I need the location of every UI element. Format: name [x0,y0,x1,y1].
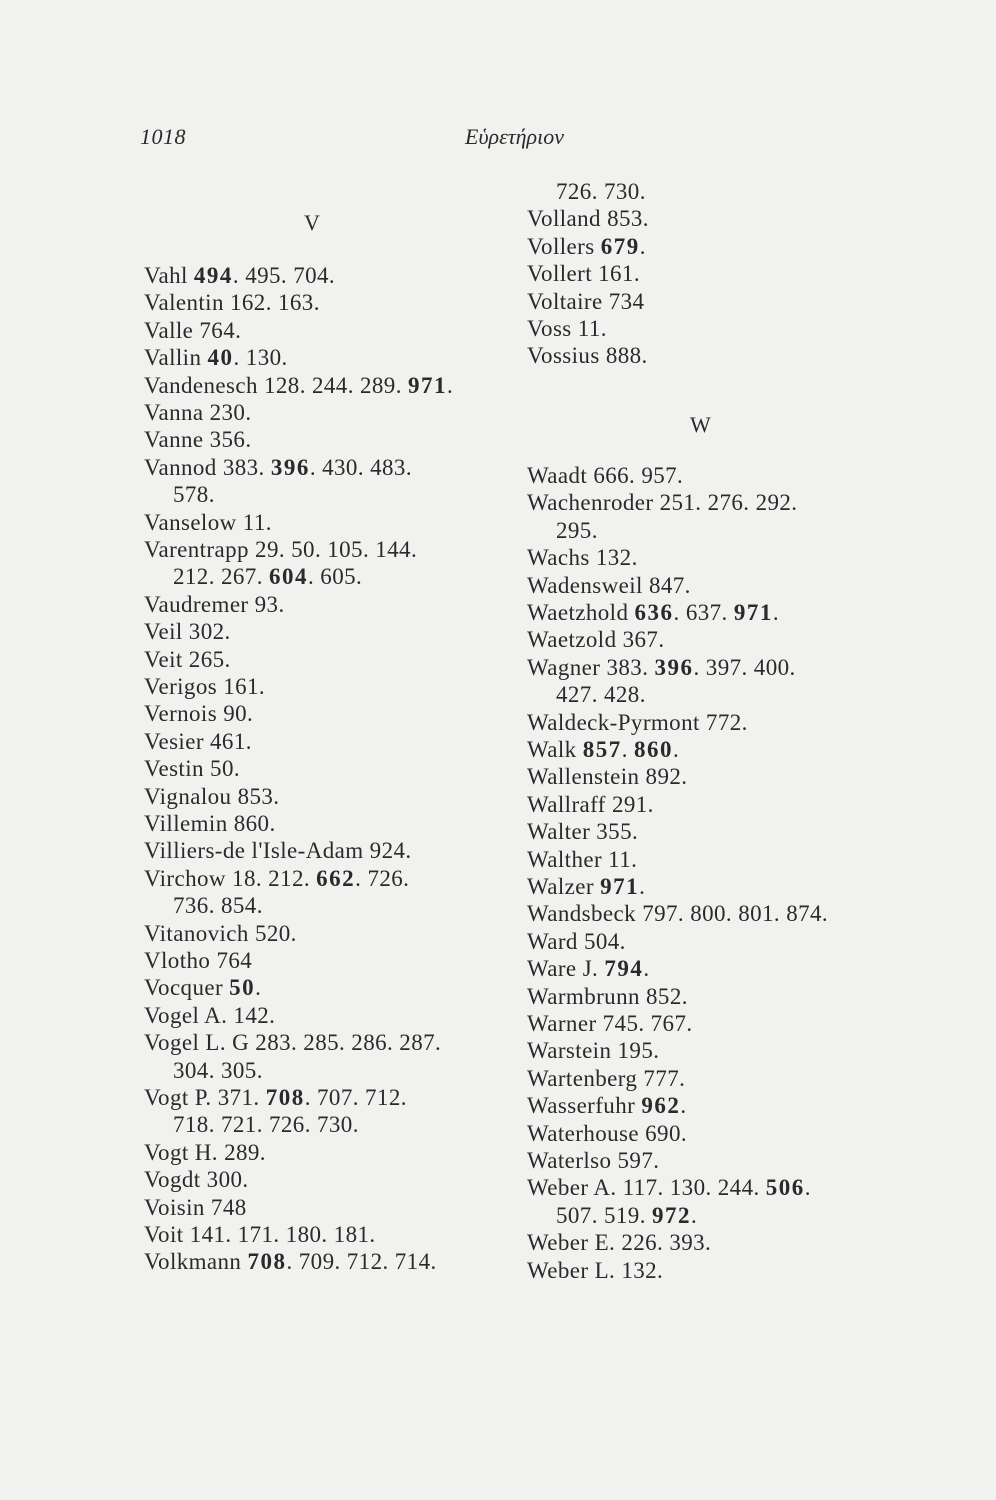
bold-page-ref: 708 [247,1249,287,1275]
entry-text: Weber L. 132. [527,1257,664,1283]
entry-text: 507. 519. [556,1202,652,1228]
index-entry-line [144,837,412,865]
index-entry-line [527,709,748,737]
bold-page-ref: 971 [733,600,773,625]
index-entry-line [144,591,285,619]
index-entry-line [144,920,297,948]
entry-text: Ware J. [527,956,605,982]
entry-text: Verigos 161. [144,674,266,699]
entry-text: Vogt H. 289. [144,1139,266,1165]
entry-text: Vogt P. 371. [144,1085,266,1110]
index-entry-line [527,489,797,517]
index-entry-line [144,700,253,728]
index-entry-line [527,1147,659,1175]
entry-text: Volland 853. [527,206,649,232]
entry-text: Wandsbeck 797. 800. 801. 874. [527,901,829,927]
entry-text: Wachs 132. [527,545,638,571]
entry-text: . 709. 712. 714. [286,1249,437,1275]
index-entry-line [144,289,320,317]
entry-text: . [255,975,262,1001]
index-entry-line [527,572,691,600]
entry-text: 304. 305. [173,1057,263,1083]
index-entry-line [527,983,688,1011]
entry-text: . 430. 483. [309,454,412,480]
entry-text: . [639,233,646,259]
entry-text: . [447,372,454,398]
entry-text: Valentin 162. 163. [144,290,320,316]
entry-text: Varentrapp 29. 50. 105. 144. [144,537,418,562]
bold-page-ref: 972 [652,1202,691,1228]
index-entry-line [144,262,335,290]
index-entry-line [527,1120,687,1148]
index-entry-line [173,563,362,591]
entry-text: . [643,956,650,982]
index-entry-line [144,1029,441,1057]
index-entry-line [556,517,598,545]
entry-text: . 726. [355,865,410,891]
bold-page-ref: 971 [408,372,447,398]
index-entry-line [144,1002,275,1030]
bold-page-ref: 794 [604,956,644,982]
entry-text: 427. 428. [556,682,646,708]
index-entry-line [527,1010,693,1038]
index-entry-line [144,426,251,454]
index-entry-line [527,736,679,764]
index-entry-line [527,1037,659,1065]
index-entry-line [527,1257,663,1285]
index-entry-line [144,1139,266,1167]
index-entry-line [527,288,644,316]
bold-page-ref: 971 [600,874,640,899]
entry-text: Walk [527,737,583,762]
index-entry-line [527,1229,711,1257]
entry-text: Wadensweil 847. [527,572,691,598]
entry-text: Waldeck-Pyrmont 772. [527,709,748,735]
entry-text: Vanne 356. [144,427,252,453]
index-entry-line [527,462,683,490]
entry-text: Waetzhold [527,600,635,625]
index-entry-line [144,947,252,975]
entry-text: . 637. [673,600,734,625]
entry-text: Villemin 860. [144,811,276,836]
entry-text: Wachenroder 251. 276. 292. [527,490,798,516]
index-entry-line [144,1194,247,1222]
index-entry-line [527,599,779,627]
entry-text: Wasserfuhr [527,1093,642,1119]
index-entry-line [527,928,626,956]
entry-text: Vernois 90. [144,701,254,727]
entry-text: Warstein 195. [527,1038,660,1064]
entry-text: Vanselow 11. [144,509,272,535]
entry-text: Vossius 888. [527,343,648,369]
entry-text: Waterlso 597. [527,1148,660,1173]
index-entry-line [527,1092,686,1120]
entry-text: Voss 11. [527,316,607,341]
index-entry-line [173,1111,359,1139]
entry-text: Volkmann [144,1249,248,1275]
index-entry-line [527,260,640,288]
entry-text: Wallraff 291. [527,791,654,817]
entry-text: . 495. 704. [232,263,336,288]
bold-page-ref: 662 [316,865,356,891]
entry-text: 212. 267. [173,564,269,590]
index-entry-line [144,646,231,674]
index-entry-line [173,481,215,509]
entry-text: . [772,600,779,625]
entry-text: Wallenstein 892. [527,764,688,790]
index-entry-line [556,681,646,709]
index-entry-line [144,344,288,372]
entry-text: Vocquer [144,975,230,1001]
index-entry-line [144,1221,376,1249]
entry-text: Vestin 50. [144,756,240,782]
index-entry-line [144,1084,407,1112]
entry-text: Vogel L. G 283. 285. 286. 287. [144,1030,442,1056]
index-entry-line [144,783,279,811]
entry-text: Vannod 383. [144,454,271,480]
index-entry-line [527,233,646,261]
bold-page-ref: 679 [600,233,640,259]
index-entry-line [144,755,240,783]
index-entry-line [144,1166,249,1194]
index-entry-line [527,1065,685,1093]
entry-text: Ward 504. [527,928,626,954]
entry-text: Warmbrunn 852. [527,983,688,1009]
entry-text: Vollert 161. [527,261,640,287]
bold-page-ref: 860 [634,737,674,762]
bold-page-ref: 396 [654,654,694,680]
index-entry-line [144,810,276,838]
index-entry-line [144,618,231,646]
entry-text: Waetzold 367. [527,627,665,653]
index-entry-line [527,544,638,572]
index-entry-line [527,791,654,819]
entry-text: Vollers [527,233,601,259]
index-entry-line [527,873,645,901]
bold-page-ref: 396 [270,454,310,480]
entry-text: 578. [173,482,215,508]
entry-text: Walter 355. [527,819,639,845]
index-entry-line [144,728,252,756]
bold-page-ref: 636 [634,600,674,625]
index-entry-line [527,205,649,233]
entry-text: . 707. 712. [304,1085,407,1110]
entry-text: Vogdt 300. [144,1167,249,1193]
index-entry-line [144,454,412,482]
index-entry-line [527,763,687,791]
entry-text: Veit 265. [144,646,231,672]
index-entry-line [556,1202,697,1230]
entry-text: Valle 764. [144,317,242,343]
index-entry-line [144,317,241,345]
entry-text: 726. 730. [556,179,646,204]
index-entry-line [527,900,828,928]
entry-text: . [680,1093,687,1119]
bold-page-ref: 962 [641,1093,681,1119]
section-heading-v: V [304,210,321,235]
index-entry-line [527,846,637,874]
entry-text: Vignalou 853. [144,783,280,809]
index-entry-line [527,626,664,654]
index-entry-line [144,509,272,537]
entry-text: Vandenesch 128. 244. 289. [144,372,408,398]
bold-page-ref: 50 [229,975,256,1001]
index-entry-line [144,372,453,400]
bold-page-ref: 604 [269,564,308,590]
entry-text: Vlotho 764 [144,948,253,973]
entry-text: Vesier 461. [144,728,252,754]
entry-text: Villiers-de l'Isle-Adam 924. [144,838,412,864]
entry-text: Walzer [527,874,601,899]
index-entry-line [527,818,638,846]
index-entry-line [144,673,265,701]
entry-text: . [804,1175,811,1201]
entry-text: Waadt 666. 957. [527,463,684,488]
index-entry-line [527,342,648,370]
entry-text: Waterhouse 690. [527,1120,687,1146]
entry-text: Veil 302. [144,619,231,645]
entry-text: Weber A. 117. 130. 244. [527,1175,766,1201]
page-number: 1018 [140,124,186,149]
index-entry-line [144,399,251,427]
index-entry-line [144,865,409,893]
entry-text: Virchow 18. 212. [144,865,317,891]
entry-text: Vaudremer 93. [144,591,285,617]
entry-text: . [639,874,646,899]
index-entry-line [527,654,796,682]
entry-text: 295. [556,517,598,543]
entry-text: 736. 854. [173,893,263,919]
entry-text: Walther 11. [527,846,638,872]
entry-text: . [621,737,635,762]
entry-text: Voit 141. 171. 180. 181. [144,1222,376,1247]
bold-page-ref: 494 [193,263,233,288]
entry-text: Vogel A. 142. [144,1002,276,1028]
entry-text: . 130. [233,345,288,371]
entry-text: . 605. [308,564,363,590]
index-entry-line [527,1174,811,1202]
entry-text: . 397. 400. [693,654,796,680]
index-entry-line [144,1248,437,1276]
bold-page-ref: 708 [265,1085,305,1110]
entry-text: Vitanovich 520. [144,920,297,946]
index-entry-line [527,315,607,343]
entry-text: Warner 745. 767. [527,1011,693,1036]
entry-text: Vanna 230. [144,400,252,425]
index-entry-line [144,974,261,1002]
bold-page-ref: 506 [765,1175,805,1201]
entry-text: . [691,1202,698,1228]
running-title: Εὑρετήριον [465,124,564,149]
index-entry-line [144,536,417,564]
entry-text: Wagner 383. [527,654,655,680]
index-entry-line [173,1057,263,1085]
entry-text: Vallin [144,345,208,371]
entry-text: Wartenberg 777. [527,1065,686,1091]
entry-text: Voltaire 734 [527,288,645,314]
entry-text: Voisin 748 [144,1194,247,1220]
bold-page-ref: 40 [207,345,234,371]
entry-text: Vahl [144,263,194,288]
index-entry-line [556,178,646,206]
entry-text: 718. 721. 726. 730. [173,1112,359,1138]
entry-text: . [673,737,680,762]
bold-page-ref: 857 [582,737,622,762]
index-entry-line [173,892,263,920]
index-entry-line [527,955,650,983]
entry-text: Weber E. 226. 393. [527,1230,712,1256]
section-heading-w: W [690,412,712,437]
